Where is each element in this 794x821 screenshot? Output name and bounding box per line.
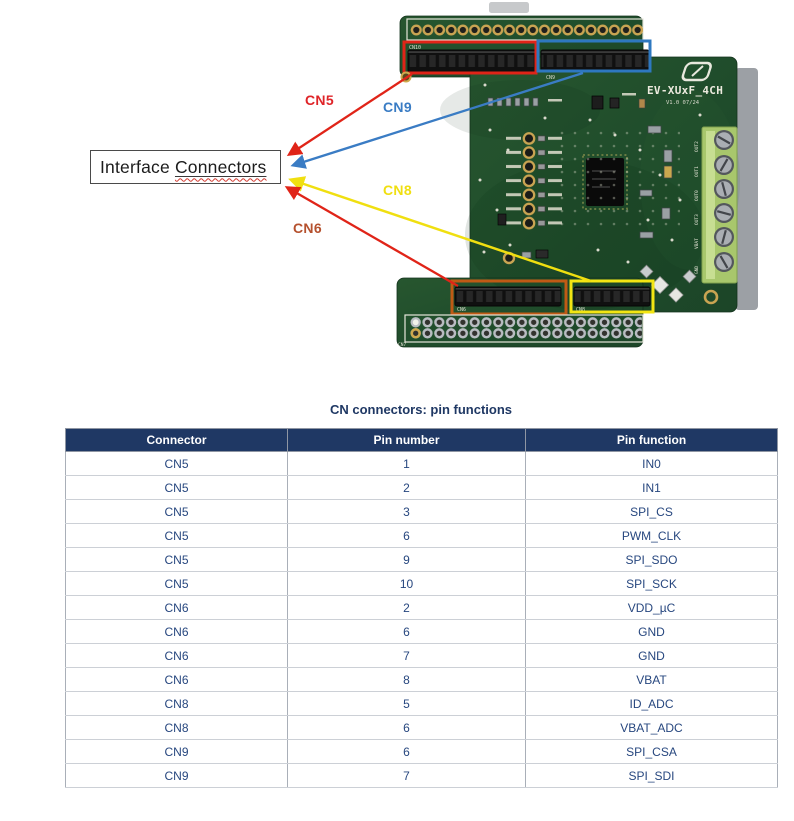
cell-connector: CN5 [66,452,288,476]
connector-cn10-strip [408,50,536,72]
cell-connector: CN5 [66,524,288,548]
board-title: EV-XUxF_4CH [647,84,724,97]
terminal-label-gnd: GND [695,265,700,274]
cell-pin-function: IN0 [526,452,778,476]
table-row [66,548,778,572]
cell-pin-function: VDD_µC [526,596,778,620]
connector-cn9-strip [541,50,649,72]
table-section [65,402,777,788]
cell-pin-number: 6 [288,524,526,548]
interface-word: Interface [100,156,175,177]
cell-pin-function: SPI_SDI [526,764,778,788]
cell-pin-function: SPI_SCK [526,572,778,596]
background-connector-part [489,2,529,13]
callout-label-cn5: CN5 [305,92,334,108]
top-pin-header [407,19,643,40]
cell-connector: CN6 [66,644,288,668]
cell-connector: CN6 [66,668,288,692]
bottom-pin-header [405,315,643,342]
table-row [66,524,778,548]
cell-pin-number: 8 [288,668,526,692]
col-header-pin-function: Pin function [526,429,778,452]
silkscreen-cn10: CN10 [409,45,422,51]
pin-functions-table [65,428,778,788]
table-row [66,596,778,620]
connectors-word: Connectors [174,156,267,177]
cell-pin-number: 2 [288,476,526,500]
cell-pin-function: GND [526,620,778,644]
cell-pin-function: VBAT_ADC [526,716,778,740]
table-row [66,452,778,476]
cell-pin-function: SPI_CS [526,500,778,524]
cell-connector: CN5 [66,500,288,524]
table-row [66,764,778,788]
callout-label-cn6: CN6 [293,220,322,236]
cell-pin-number: 3 [288,500,526,524]
cell-connector: CN8 [66,716,288,740]
silkscreen-cn7: CN7 [398,343,407,348]
cell-pin-number: 1 [288,452,526,476]
cell-pin-function: IN1 [526,476,778,500]
table-header-row [66,429,778,452]
terminal-label-vbat: VBAT [695,238,700,249]
table-row [66,692,778,716]
cell-pin-function: VBAT [526,668,778,692]
silkscreen-cn6: CN6 [457,307,467,313]
cell-pin-function: ID_ADC [526,692,778,716]
table-title: CN connectors: pin functions [330,402,512,417]
cell-pin-number: 5 [288,692,526,716]
cell-connector: CN8 [66,692,288,716]
cell-pin-number: 9 [288,548,526,572]
col-header-pin-number: Pin number [288,429,526,452]
cell-pin-number: 6 [288,620,526,644]
silkscreen-cn9: CN9 [546,75,556,81]
arrow-cn6 [288,188,458,286]
cell-pin-number: 7 [288,764,526,788]
pin-table-body [66,452,778,788]
cell-pin-function: SPI_CSA [526,740,778,764]
board-figure [0,0,794,390]
cell-pin-function: PWM_CLK [526,524,778,548]
terminal-label-out2: OUT2 [695,141,700,152]
cell-pin-number: 10 [288,572,526,596]
table-row [66,644,778,668]
cell-pin-function: SPI_SDO [526,548,778,572]
callout-label-cn8: CN8 [383,182,412,198]
cell-pin-number: 2 [288,596,526,620]
cell-connector: CN5 [66,548,288,572]
table-row [66,740,778,764]
table-row [66,500,778,524]
col-header-connector: Connector [66,429,288,452]
silkscreen-cn8: CN8 [576,307,586,313]
terminal-label-out0: OUT0 [695,190,700,201]
terminal-label-out1: OUT1 [695,166,700,177]
fiducial-pad [705,291,717,303]
terminal-label-out3: OUT3 [695,214,700,225]
connector-cn8-strip [574,287,650,306]
cell-connector: CN9 [66,740,288,764]
cell-pin-function: GND [526,644,778,668]
cell-connector: CN6 [66,620,288,644]
table-row [66,620,778,644]
cell-pin-number: 6 [288,740,526,764]
table-row [66,572,778,596]
cell-pin-number: 6 [288,716,526,740]
table-row [66,668,778,692]
table-row [66,476,778,500]
connector-cn6-strip [455,287,561,306]
board-version: V1.0 07/24 [666,100,700,106]
cell-connector: CN5 [66,476,288,500]
interface-connectors-box [90,150,281,184]
cell-connector: CN9 [66,764,288,788]
cell-connector: CN6 [66,596,288,620]
callout-label-cn9: CN9 [383,99,412,115]
cell-pin-number: 7 [288,644,526,668]
cell-connector: CN5 [66,572,288,596]
table-row [66,716,778,740]
